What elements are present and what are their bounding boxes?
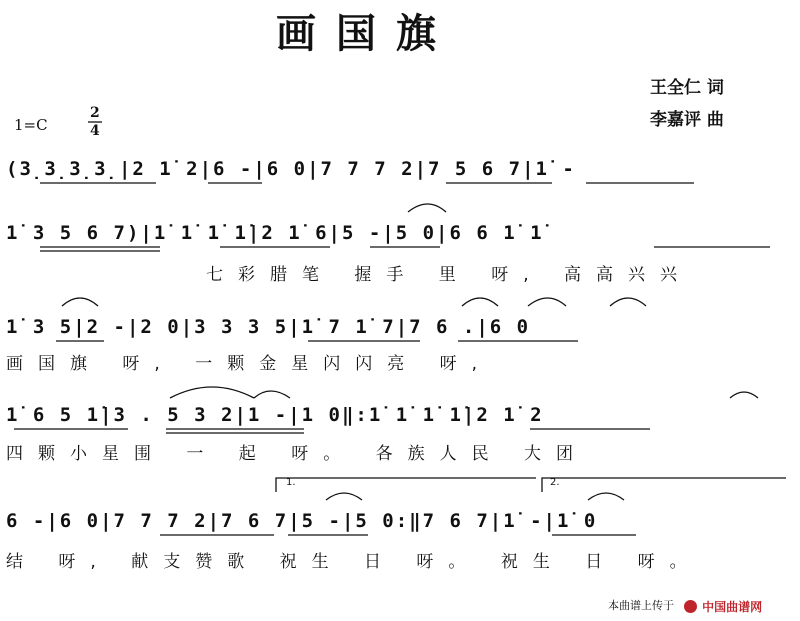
lyrics-row-3: 画国旗 呀, 一颗金星闪闪亮 呀,	[6, 354, 493, 374]
lyrics-row-5: 结 呀, 献支赞歌 祝生 日 呀。 祝生 日 呀。	[6, 552, 702, 572]
upload-note: 本曲谱上传于	[608, 599, 674, 612]
notation-row-1: (3̣3̣3̣3̣|2 1̇ 2|6 -|6 0|7 7 7 2|7 5 6 7|1̇ -	[6, 158, 576, 180]
volta-first-label: 1.	[286, 477, 296, 488]
volta-second-label: 2.	[550, 477, 560, 488]
notation-row-5: 6 -|6 0|7 7 7 2|7 6 7|5 -|5 0:‖7 6 7|1̇ -|1̇ 0	[6, 510, 598, 532]
page-title: 画国旗	[276, 10, 456, 57]
lyrics-row-4: 四颗小星围 一 起 呀。 各族人民 大团	[6, 444, 589, 464]
lyrics-row-2: 七彩腊笔 握手 里 呀, 高高兴兴	[206, 265, 693, 285]
site-name: 中国曲谱网	[702, 600, 763, 614]
lyricist-credit: 王全仁 词	[650, 78, 724, 98]
meter-top: 2	[90, 105, 100, 121]
notation-row-2: 1̇ 3 5 6 7)|1̇ 1̇ 1̇ 1̇|2 1̇ 6|5 -|5 0|6 6 1̇ 1̇	[6, 222, 544, 244]
notation-row-3: 1̇ 3 5|2 -|2 0|3 3 3 5|1̇ 7 1̇ 7|7 6 .|6 0	[6, 316, 531, 338]
notation-row-4: 1̇ 6 5 1̇|3 . 5 3 2|1 -|1 0‖:1̇ 1̇ 1̇ 1̇|2 1̇ 2	[6, 404, 544, 426]
key-signature: 1=C	[14, 116, 48, 134]
composer-credit: 李嘉评 曲	[650, 110, 724, 130]
meter-bottom: 4	[90, 123, 100, 139]
